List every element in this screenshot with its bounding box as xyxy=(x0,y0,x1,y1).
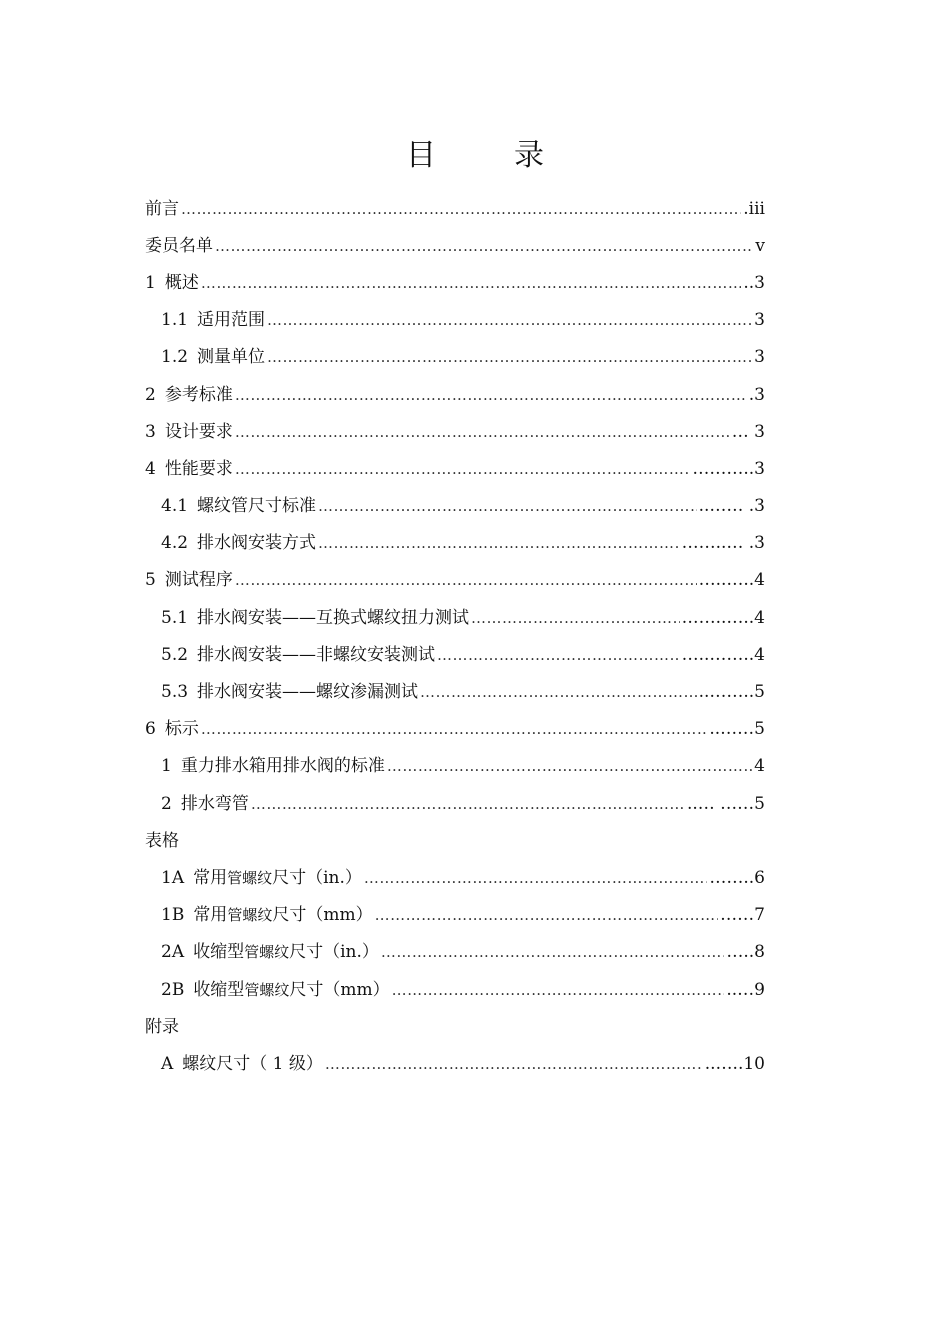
dot-leader xyxy=(392,980,725,1000)
toc-label: 前言 xyxy=(145,198,179,219)
dot-leader xyxy=(325,1054,703,1074)
dot-leader xyxy=(437,645,680,665)
toc-page-number: …..8 xyxy=(726,942,765,963)
toc-label xyxy=(193,868,362,888)
dot-leader xyxy=(318,496,697,516)
toc-label: 重力排水箱用排水阀的标准 xyxy=(180,756,385,777)
dot-leader xyxy=(235,570,697,590)
toc-page-number: ..3 xyxy=(743,272,765,293)
toc-number: 5.2 xyxy=(161,644,189,665)
toc-label: 测试程序 xyxy=(164,570,233,591)
toc-label-small: 管螺纹 xyxy=(227,868,273,887)
toc-label-part: 常用 xyxy=(193,905,228,926)
toc-number: 5 xyxy=(145,570,156,591)
toc-page-number: .iii xyxy=(743,198,765,219)
dot-leader xyxy=(420,682,697,702)
toc-number: 1 xyxy=(161,756,172,777)
toc-label-part: 尺寸（in.） xyxy=(272,867,362,888)
toc-page-number: ……..…..4 xyxy=(681,607,765,628)
toc-label-part: 收缩型 xyxy=(193,942,245,963)
toc-number: 2B xyxy=(161,979,185,1000)
toc-label: 测量单位 xyxy=(197,347,266,368)
dot-leader xyxy=(181,199,741,219)
dot-leader xyxy=(235,459,691,479)
toc-section-heading: 附录 xyxy=(145,1016,179,1037)
toc-number: 1.1 xyxy=(161,310,189,331)
toc-entry-preface[interactable] xyxy=(145,190,765,227)
toc-heading-appendix xyxy=(145,1008,765,1045)
toc-number: 2 xyxy=(145,384,156,405)
toc-page-number: 4 xyxy=(754,756,765,777)
toc-label: 排水阀安装——螺纹渗漏测试 xyxy=(197,682,419,703)
dot-leader xyxy=(381,942,724,962)
toc-label: 螺纹尺寸（ 1 级） xyxy=(182,1053,323,1074)
toc-label-part: 尺寸（mm） xyxy=(272,905,373,926)
toc-label: 标示 xyxy=(164,719,199,740)
toc-number: 1B xyxy=(161,905,185,926)
toc-label: 参考标准 xyxy=(164,384,233,405)
toc-label: 设计要求 xyxy=(164,421,233,442)
toc-page-number: ……..… .3 xyxy=(681,533,765,554)
toc-entry-table-1a[interactable] xyxy=(145,859,765,896)
toc-label: 排水阀安装——非螺纹安装测试 xyxy=(197,644,436,665)
toc-number: 4.1 xyxy=(161,496,189,517)
dot-leader xyxy=(267,347,752,367)
toc-page-number: 3 xyxy=(754,310,765,331)
toc-label: 性能要求 xyxy=(164,458,233,479)
toc-label: 排水阀安装方式 xyxy=(197,533,317,554)
toc-label-part: 常用 xyxy=(193,867,228,888)
toc-entry-table-2a[interactable] xyxy=(145,934,765,971)
toc-number: 6 xyxy=(145,719,156,740)
dot-leader xyxy=(215,236,753,256)
toc-page-number: ……7 xyxy=(720,905,765,926)
toc-label-part: 尺寸（mm） xyxy=(289,979,390,1000)
toc-entry-5-2[interactable] xyxy=(145,636,765,673)
toc-number: 1.2 xyxy=(161,347,189,368)
toc-entry-2[interactable] xyxy=(145,376,765,413)
toc-number: 1 xyxy=(145,272,156,293)
toc-entry-5[interactable] xyxy=(145,562,765,599)
dot-leader xyxy=(364,868,707,888)
toc-entry-committee[interactable] xyxy=(145,227,765,264)
toc-page-number: .3 xyxy=(748,384,765,405)
dot-leader xyxy=(267,310,752,330)
toc-page-number: ..…..10 xyxy=(704,1053,765,1074)
toc-page-number: 3 xyxy=(754,347,765,368)
toc-label: 适用范围 xyxy=(197,310,266,331)
toc-label-small: 管螺纹 xyxy=(244,980,290,999)
toc-label-small: 管螺纹 xyxy=(227,906,273,925)
toc-entry-1-2[interactable] xyxy=(145,339,765,376)
dot-leader xyxy=(251,794,685,814)
toc-section-heading: 表格 xyxy=(145,830,179,851)
toc-label: 排水阀安装——互换式螺纹扭力测试 xyxy=(197,607,470,628)
toc-entry-figure-2[interactable] xyxy=(145,785,765,822)
toc-label xyxy=(193,980,389,1000)
toc-label xyxy=(193,942,379,962)
toc-number: 5.1 xyxy=(161,607,189,628)
toc-page-number: ..……5 xyxy=(709,719,765,740)
toc-number: 4 xyxy=(145,458,156,479)
toc-number: 2 xyxy=(161,793,172,814)
toc-heading-tables xyxy=(145,822,765,859)
toc-entry-4-1[interactable] xyxy=(145,488,765,525)
toc-entry-5-1[interactable] xyxy=(145,599,765,636)
toc-page-number: ..…9 xyxy=(726,979,765,1000)
dot-leader xyxy=(387,756,752,776)
dot-leader xyxy=(201,273,742,293)
toc-number: 5.3 xyxy=(161,682,189,703)
toc-page-number: …..……..4 xyxy=(681,644,765,665)
toc-entry-1[interactable] xyxy=(145,264,765,301)
toc-number: 2A xyxy=(161,942,185,963)
toc-page-number: ………..3 xyxy=(692,458,765,479)
dot-leader xyxy=(471,608,680,628)
dot-leader xyxy=(318,533,680,553)
toc-entry-6[interactable] xyxy=(145,711,765,748)
toc-page-number: ……..6 xyxy=(709,867,765,888)
dot-leader xyxy=(375,905,719,925)
toc-entry-4-2[interactable] xyxy=(145,525,765,562)
toc-entry-figure-1[interactable] xyxy=(145,748,765,785)
toc-number: 1A xyxy=(161,867,185,888)
toc-page-number: … 3 xyxy=(731,421,765,442)
toc-label-small: 管螺纹 xyxy=(244,943,290,962)
toc-entry-table-1b[interactable] xyxy=(145,897,765,934)
toc-label: 螺纹管尺寸标准 xyxy=(197,496,317,517)
table-of-contents xyxy=(145,190,765,1083)
dot-leader xyxy=(235,422,730,442)
toc-entry-3[interactable] xyxy=(145,413,765,450)
toc-label xyxy=(193,905,372,925)
toc-page-number: …..…..4 xyxy=(698,570,765,591)
toc-entry-4[interactable] xyxy=(145,450,765,487)
toc-page-number: ..… ……5 xyxy=(686,793,765,814)
toc-page-number: ..……..5 xyxy=(698,682,765,703)
toc-number: A xyxy=(161,1053,174,1074)
toc-label-part: 收缩型 xyxy=(193,979,245,1000)
toc-label: 概述 xyxy=(164,272,199,293)
toc-number: 3 xyxy=(145,421,156,442)
toc-entry-table-2b[interactable] xyxy=(145,971,765,1008)
toc-label: 委员名单 xyxy=(145,235,213,256)
toc-entry-5-3[interactable] xyxy=(145,673,765,710)
toc-entry-1-1[interactable] xyxy=(145,302,765,339)
dot-leader xyxy=(201,719,708,739)
toc-label: 排水弯管 xyxy=(180,793,249,814)
toc-page-number: v xyxy=(755,235,765,256)
page-title: 目录 xyxy=(406,138,622,173)
dot-leader xyxy=(235,385,747,405)
toc-page-number: ..…… .3 xyxy=(698,496,765,517)
toc-entry-appendix-a[interactable] xyxy=(145,1045,765,1082)
toc-label-part: 尺寸（in.） xyxy=(289,942,379,963)
toc-number: 4.2 xyxy=(161,533,189,554)
